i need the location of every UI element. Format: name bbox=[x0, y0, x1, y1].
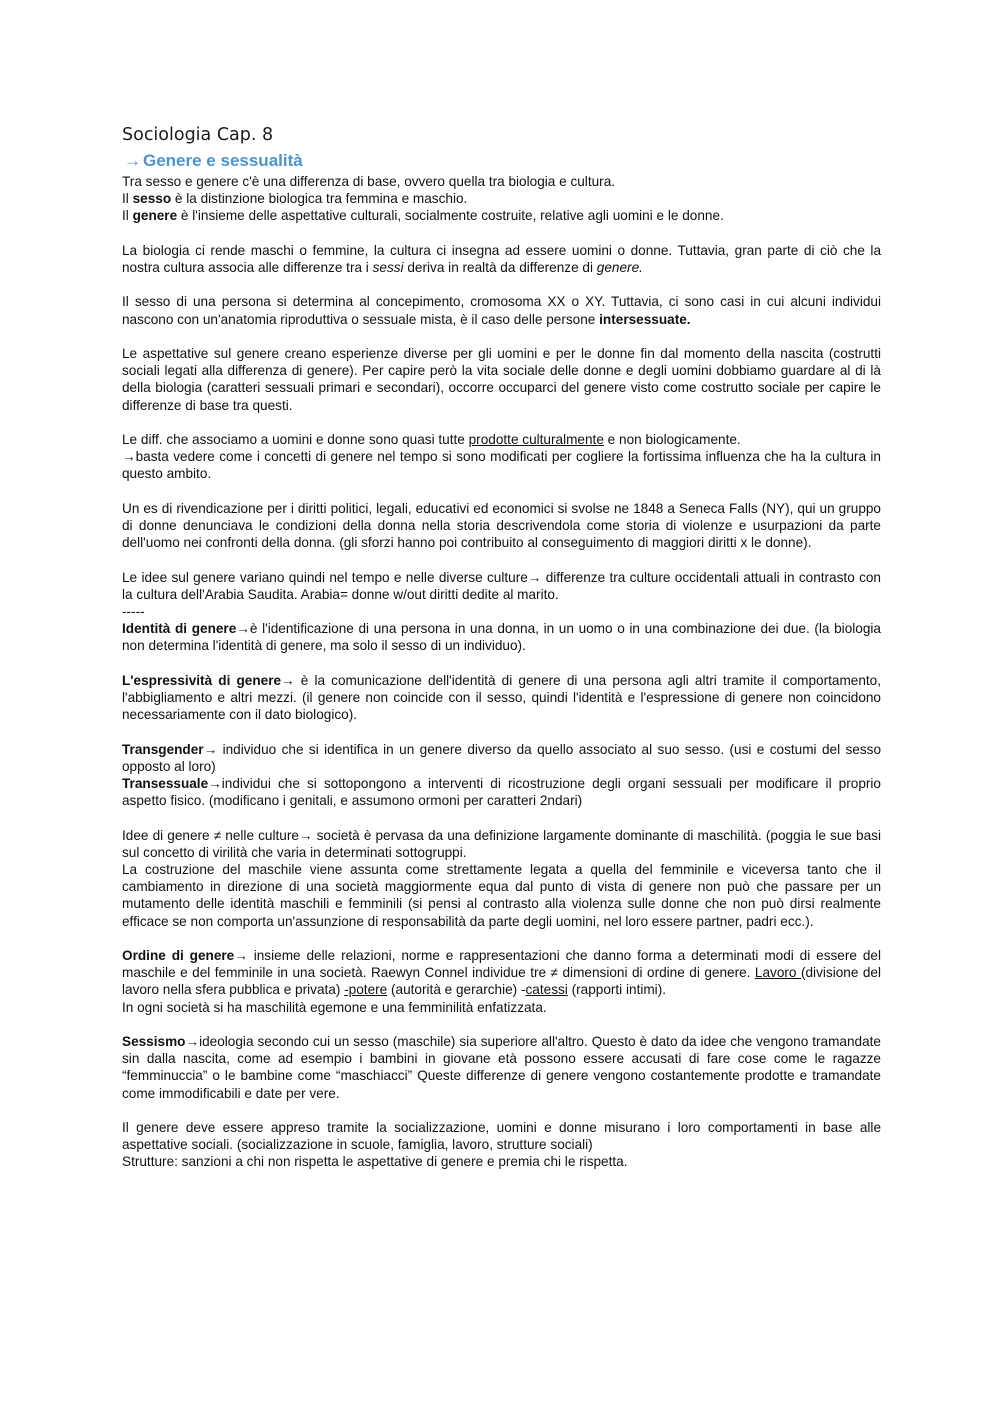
underlined-lavoro: Lavoro bbox=[754, 965, 801, 981]
term-espressivita-di-genere: L'espressività di genere→ bbox=[122, 672, 295, 688]
definition-line: Tra sesso e genere c'è una differenza di base, ovvero quella tra biologia e cultura. bbox=[122, 174, 616, 189]
paragraph-egemonia: In ogni società si ha maschilità egemone e una femminilità enfatizzata. bbox=[122, 999, 547, 1015]
paragraph-ordine-di-genere bbox=[122, 947, 881, 999]
paragraph-intersessuate bbox=[122, 293, 881, 327]
arrow-right-icon: → bbox=[124, 151, 141, 170]
text-run: è la distinzione biologica tra femmina e maschio. bbox=[171, 191, 468, 207]
document-body bbox=[122, 124, 881, 1171]
paragraph-strutture: Strutture: sanzioni a chi non rispetta le aspettative di genere e premia chi le rispetta. bbox=[122, 1154, 628, 1170]
arrow-line: →basta vedere come i concetti di genere nel tempo si sono modificati per cogliere la fortissima influenza che ha la cultura in questo ambito. bbox=[122, 449, 881, 482]
text-run: insieme delle relazioni, norme e rappresentazioni che danno forma a determinati modi di essere del maschile e del femminile in una società. Raewyn Connel individue tre ≠ dimensioni di ordine di genere. bbox=[122, 947, 881, 981]
text-run: individui che si sottopongono a interventi di ricostruzione degli organi sessuali per modificare il proprio aspetto fisico. (modificano i genitali, e assumono ormoni per caratteri 2ndari) bbox=[122, 775, 881, 809]
underlined-potere: -potere bbox=[344, 982, 388, 998]
definition-genere bbox=[122, 207, 881, 224]
paragraph-seneca-falls: Un es di rivendicazione per i diritti politici, legali, educativi ed economici si svolse ne 1848 a Seneca Falls (NY), qui un gruppo di donne denunciava le condizioni della donna nella storia descrivendola come storia di violenze e usurpazioni da parte dell'uomo nei confronti della donna. (gli sforzi hanno poi contribuito al conseguimento di maggiori diritti x le donne). bbox=[122, 500, 881, 551]
text-run: Il bbox=[122, 191, 133, 207]
section-heading bbox=[124, 150, 881, 172]
paragraph-transgender bbox=[122, 741, 881, 775]
text-run: (autorità e gerarchie) - bbox=[387, 982, 526, 998]
text-run: (divisione del lavoro nella sfera pubblica e privata) bbox=[122, 965, 882, 998]
paragraph-culture: Le idee sul genere variano quindi nel tempo e nelle diverse culture→ differenze tra culture occidentali attuali in contrasto con la cultura dell'Arabia Saudita. Arabia= donne w/out diritti dedite al marito. bbox=[122, 569, 881, 602]
text-run: è l'identificazione di una persona in una donna, in un uomo o in una combinazione dei due. (la biologia non determina l'identità di genere, ma solo il sesso di un individuo). bbox=[122, 621, 881, 654]
term-identita-di-genere: Identità di genere→ bbox=[122, 621, 250, 637]
separator: ----- bbox=[122, 603, 145, 619]
paragraph-biologia bbox=[122, 242, 881, 276]
paragraph-differenze bbox=[122, 431, 881, 483]
paragraph-socializzazione: Il genere deve essere appreso tramite la socializzazione, uomini e donne misurano i loro comportamenti in base alle aspettative sociali. (socializzazione in scuole, famiglia, lavoro, strutture sociali) bbox=[122, 1119, 881, 1153]
paragraph-identita bbox=[122, 620, 881, 654]
term-intersessuate: intersessuate. bbox=[599, 311, 691, 327]
text-run: e non biologicamente. bbox=[603, 431, 741, 447]
text-run: deriva in realtà da differenze di bbox=[403, 260, 597, 275]
italic-genere: genere. bbox=[596, 260, 643, 275]
paragraph-aspettative: Le aspettative sul genere creano esperienze diverse per gli uomini e per le donne fin dal momento della nascita (costrutti sociali legati alla differenza di genere). Per capire però la vita sociale delle donne e degli uomini dobbiamo guardare al di là della biologia (caratteri sessuali primari e secondari), occorre occuparci del genere visto come costrutto sociale per capire le differenze di base tra questi. bbox=[122, 345, 881, 413]
text-run: Il sesso di una persona si determina al concepimento, cromosoma XX o XY. Tuttavia, ci sono casi in cui alcuni individui nascono con un'anatomia riproduttiva o sessuale mista, è il caso delle persone bbox=[122, 294, 881, 327]
text-run: La biologia ci rende maschi o femmine, la cultura ci insegna ad essere uomini o donne. Tuttavia, gran parte di ciò che la nostra cultura associa alle differenze tra i bbox=[122, 242, 881, 275]
underlined-catessi: catessi bbox=[525, 982, 568, 998]
italic-sessi: sessi bbox=[372, 260, 404, 275]
paragraph-maschilita: Idee di genere ≠ nelle culture→ società è pervasa da una definizione largamente dominante di maschilità. (poggia le sue basi sul concetto di virilità che varia in determinati sottogruppi. bbox=[122, 827, 881, 860]
paragraph-definitions bbox=[122, 173, 881, 225]
term-genere: genere bbox=[132, 208, 178, 224]
term-ordine-di-genere: Ordine di genere→ bbox=[122, 947, 248, 963]
paragraph-sessismo bbox=[122, 1033, 881, 1102]
text-run: è la comunicazione dell'identità di genere di una persona agli altri tramite il comportamento, l'abbigliamento e altri mezzi. (il genere non coincide con il sesso, quindi l'identità e l'espressione di genere non coincidono necessariamente con il dato biologico). bbox=[122, 672, 881, 723]
term-transgender: Transgender→ bbox=[122, 741, 218, 757]
text-run: è l'insieme delle aspettative culturali, socialmente costruite, relative agli uomini e le donne. bbox=[177, 208, 724, 224]
underlined-text: prodotte culturalmente bbox=[468, 431, 604, 447]
text-run: individuo che si identifica in un genere diverso da quello associato al suo sesso. (usi e costumi del sesso opposto al loro) bbox=[122, 741, 881, 774]
term-transessuale: Transessuale→ bbox=[122, 775, 222, 791]
term-sessismo: Sessismo→ bbox=[122, 1033, 200, 1049]
section-heading-text: Genere e sessualità bbox=[143, 151, 303, 170]
text-run: Il bbox=[122, 208, 133, 224]
text-run: (rapporti intimi). bbox=[567, 982, 667, 998]
definition-sesso bbox=[122, 190, 881, 207]
text-line bbox=[122, 431, 881, 448]
paragraph-transessuale bbox=[122, 775, 881, 809]
paragraph-espressivita bbox=[122, 672, 881, 724]
text-run: Le diff. che associamo a uomini e donne sono quasi tutte bbox=[122, 431, 469, 447]
paragraph-costruzione-maschile: La costruzione del maschile viene assunta come strettamente legata a quella del femminile e viceversa tanto che il cambiamento in direzione di una società maggiormente equa dal punto di vista di genere non può che passare per un mutamento delle identità maschili e femminili (si pensi al contrasto alla violenza sulle donne che non può dirsi realmente efficace se non comporta un'assunzione di responsabilità da parte degli uomini, nel loro essere partner, padri ecc.). bbox=[122, 861, 881, 929]
text-run: ideologia secondo cui un sesso (maschile) sia superiore all'altro. Questo è dato da idee che vengono tramandate sin dalla nascita, come ad esempio i bambini in giovane età possono essere accusati di fare cose come le ragazze “femminuccia” o le bambine come “maschiacci” Queste differenze di genere vengono costantemente prodotte e tramandate come immodificabili e date per vere. bbox=[122, 1033, 881, 1101]
term-sesso: sesso bbox=[132, 191, 172, 207]
document-title: Sociologia Cap. 8 bbox=[122, 125, 274, 145]
